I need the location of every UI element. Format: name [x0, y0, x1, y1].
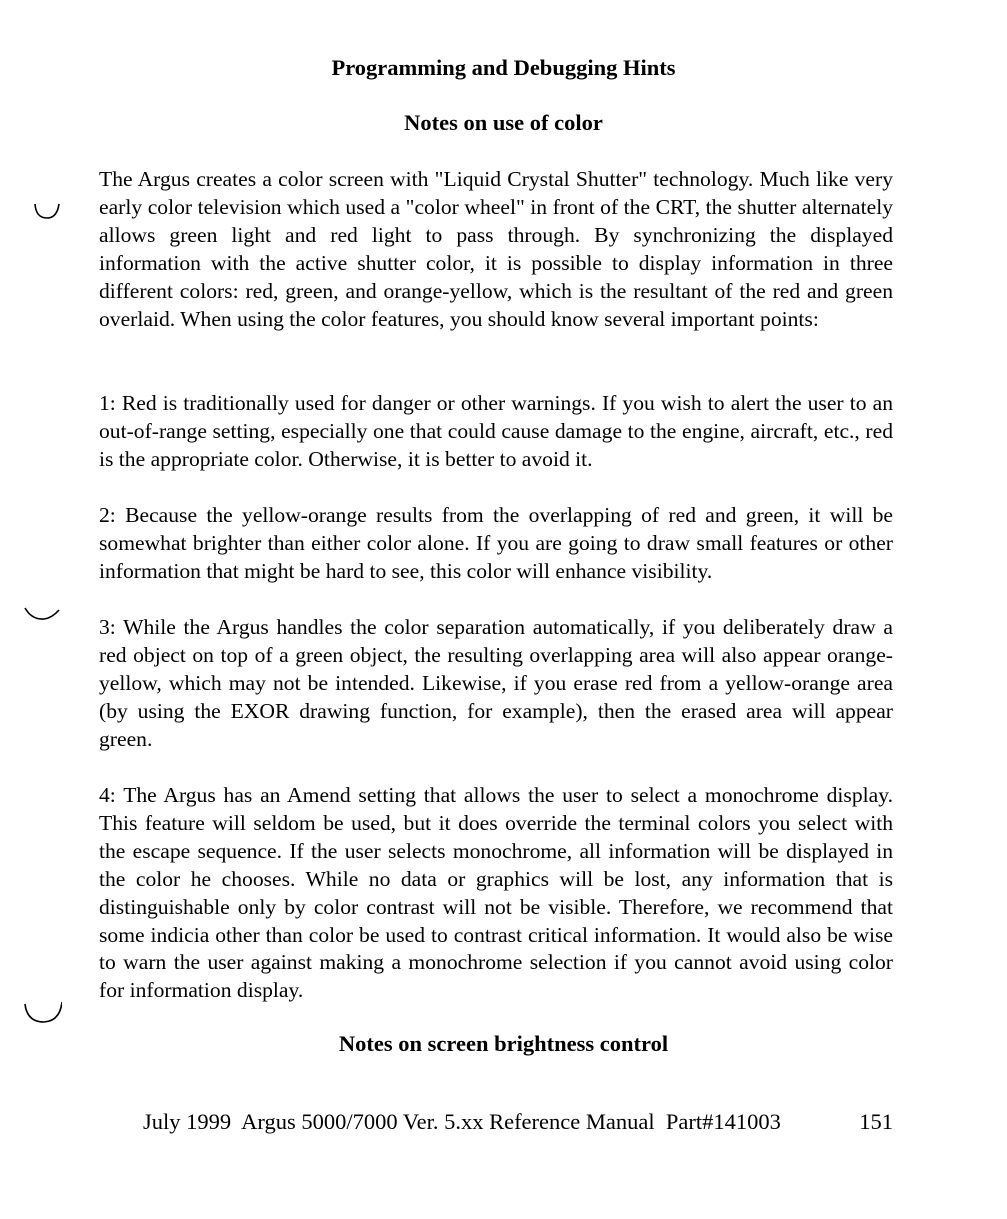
intro-paragraph: The Argus creates a color screen with "Liquid Crystal Shutter" technology. Much like very early color television which used a "color wheel" in front of the CRT, the shutter alternately allows green light and red light to pass through. By synchronizing the displayed information with the active shutter color, it is possible to display information in three different colors: red, green, and orange-yellow, which is the resultant of the red and green overlaid. When using the color features, you should know several important points:	[99, 167, 893, 331]
footer-text: July 1999 Argus 5000/7000 Ver. 5.xx Reference Manual Part#141003	[143, 1109, 781, 1134]
point-2-paragraph: 2: Because the yellow-orange results from the overlapping of red and green, it will be somewhat brighter than either color alone. If you are going to draw small features or other information that might be hard to see, this color will enhance visibility.	[99, 503, 893, 583]
binder-hole-icon	[22, 996, 62, 1026]
page-number: 151	[859, 1109, 893, 1134]
page-title: Programming and Debugging Hints	[331, 55, 676, 80]
point-1-paragraph: 1: Red is traditionally used for danger or other warnings. If you wish to alert the user to an out-of-range setting, especially one that could cause damage to the engine, aircraft, etc., red is the appropriate color. Otherwise, it is better to avoid it.	[99, 391, 893, 471]
page-footer	[143, 1108, 893, 1136]
binder-hole-icon	[22, 196, 62, 226]
binder-hole-icon	[22, 598, 62, 628]
point-3-paragraph: 3: While the Argus handles the color separation automatically, if you deliberately draw a red object on top of a green object, the resulting overlapping area will also appear orange-yellow, which may not be intended. Likewise, if you erase red from a yellow-orange area (by using the EXOR drawing function, for example), then the erased area will appear green.	[99, 615, 893, 751]
section-heading-color: Notes on use of color	[404, 110, 603, 135]
section-heading-brightness: Notes on screen brightness control	[338, 1031, 669, 1056]
point-4-paragraph: 4: The Argus has an Amend setting that allows the user to select a monochrome display. This feature will seldom be used, but it does override the terminal colors you select with the escape sequence. If the user selects monochrome, all information will be displayed in the color he chooses. While no data or graphics will be lost, any information that is distinguishable only by color contrast will not be visible. Therefore, we recommend that some indicia other than color be used to contrast critical information. It would also be wise to warn the user against making a monochrome selection if you cannot avoid using color for information display.	[99, 783, 893, 1003]
